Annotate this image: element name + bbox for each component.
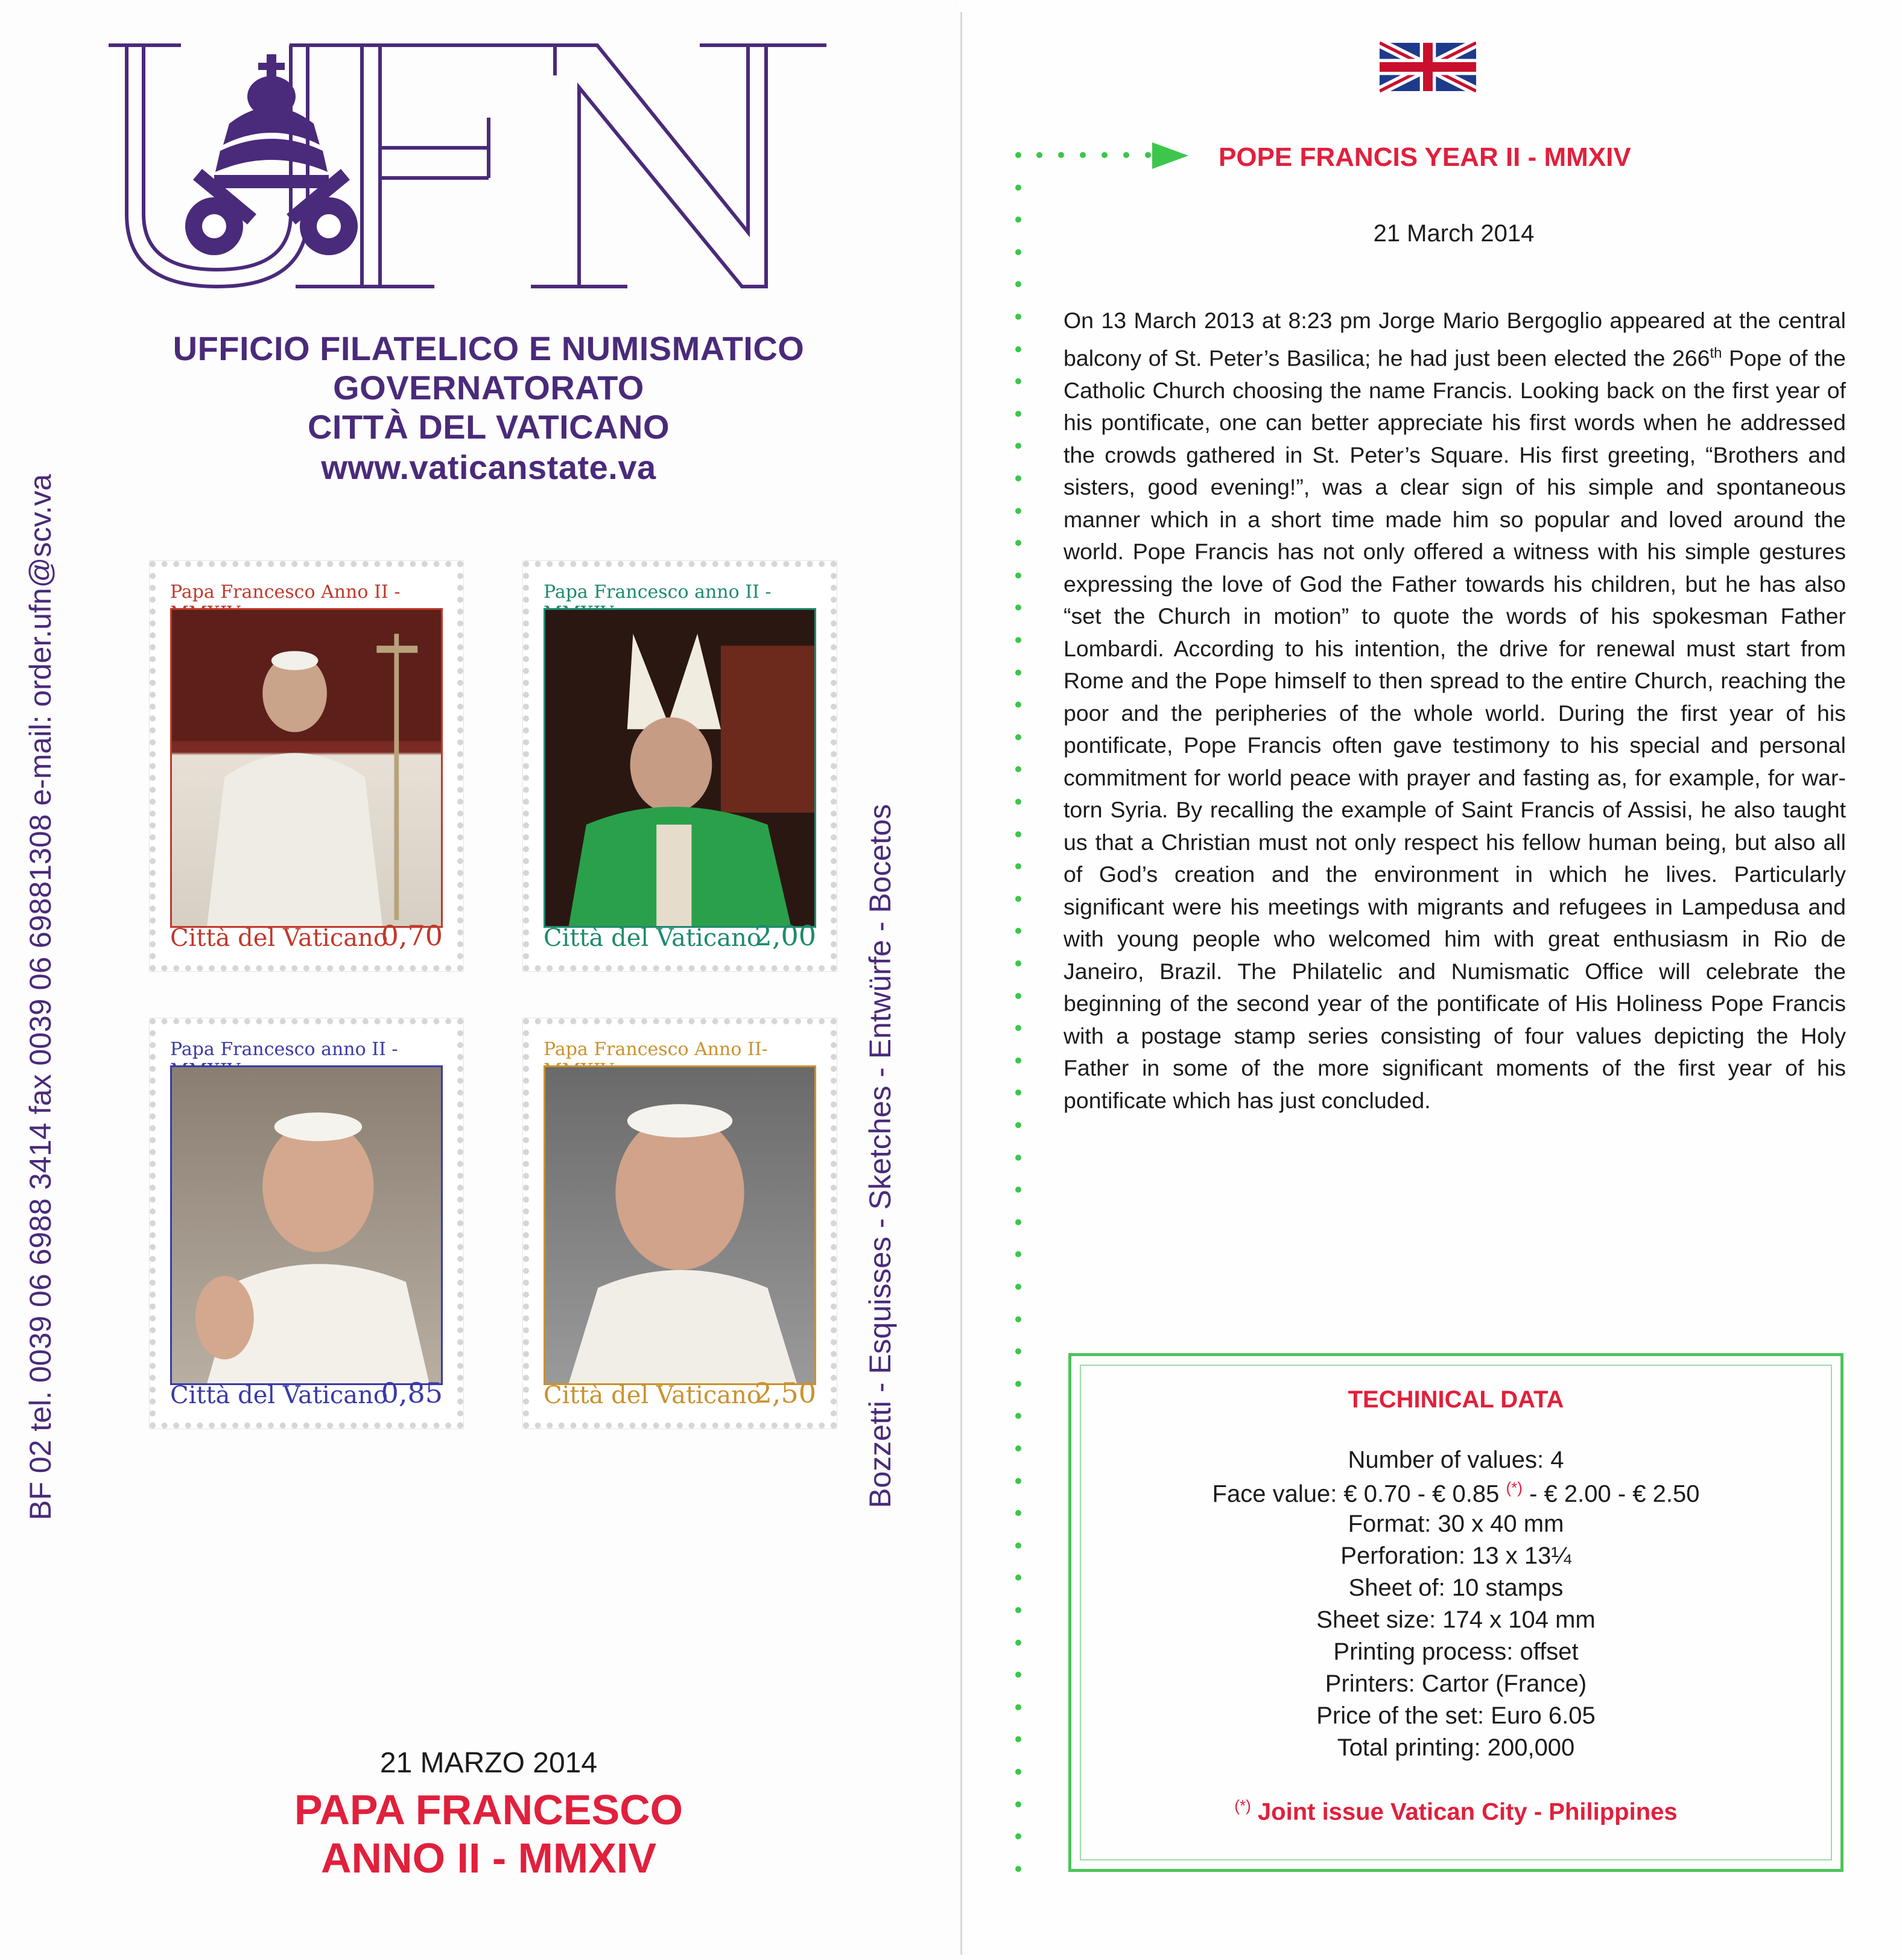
vertical-leader-dot xyxy=(1015,831,1021,837)
vertical-leader-dot xyxy=(1015,928,1021,934)
stamp-photo-pope-waving xyxy=(170,1065,443,1385)
vertical-leader-dot xyxy=(1015,766,1021,772)
tech-joint-issue xyxy=(1071,1797,1840,1825)
org-name-line-2: GOVERNATORATO xyxy=(333,369,644,407)
vertical-leader-dot xyxy=(1015,1704,1021,1710)
vertical-leader-dot xyxy=(1015,443,1021,449)
right-date: 21 March 2014 xyxy=(1373,220,1535,247)
sketches-vertical-text: Bozzetti - Esquisses - Sketches - Entwürfe - Bocetos xyxy=(863,804,897,1508)
org-name-line-3: CITTÀ DEL VATICANO xyxy=(307,408,670,446)
vertical-leader-dot xyxy=(1015,281,1021,287)
tech-sheet-of: Sheet of: 10 stamps xyxy=(1348,1575,1564,1601)
vertical-leader-dot xyxy=(1015,702,1021,708)
stamp-title: Papa Francesco anno II - xyxy=(170,1039,398,1060)
union-jack-flag-icon xyxy=(1380,39,1476,95)
vertical-leader-dot xyxy=(1015,1607,1021,1613)
horizontal-leader-dot xyxy=(1058,152,1064,158)
stamp-200 xyxy=(523,561,837,971)
vertical-leader-dot xyxy=(1015,863,1021,869)
vertical-leader-dot xyxy=(1015,1089,1021,1096)
stamp-country: Città del Vaticano xyxy=(544,924,761,952)
stamp-value: 0,70 xyxy=(381,919,443,952)
vertical-leader-dot xyxy=(1015,960,1021,966)
tech-heading: TECHINICAL DATA xyxy=(1348,1386,1564,1413)
vertical-leader-dot xyxy=(1015,152,1021,158)
vertical-leader-dot xyxy=(1015,1381,1021,1387)
org-name-line-1: UFFICIO FILATELICO E NUMISMATICO xyxy=(173,329,805,367)
joint-issue-asterisk: (*) xyxy=(1234,1797,1251,1815)
horizontal-leader-dot xyxy=(1145,152,1151,158)
vertical-leader-dot xyxy=(1015,411,1021,417)
stamp-photo-pope-mitre xyxy=(544,608,816,928)
face-value-asterisk: (*) xyxy=(1506,1479,1523,1497)
vertical-leader-dot xyxy=(1015,1348,1021,1354)
vertical-leader-dot xyxy=(1015,1543,1021,1549)
tech-printers: Printers: Cartor (France) xyxy=(1325,1670,1587,1697)
stamp-value: 2,50 xyxy=(754,1377,816,1409)
body-text-part-1: On 13 March 2013 at 8:23 pm Jorge Mario Bergoglio appeared at the central balcony of St. Peter’s Basilica; he had just been elected the 266 xyxy=(1064,308,1846,370)
stamp-country: Città del Vaticano xyxy=(544,1381,761,1409)
stamp-country: Città del Vaticano xyxy=(170,924,388,952)
stamp-value: 2,00 xyxy=(754,919,816,952)
vertical-leader-dot xyxy=(1015,1866,1021,1872)
stamp-title: Papa Francesco Anno II- xyxy=(544,1039,768,1060)
stamp-title: Papa Francesco Anno II - xyxy=(170,582,401,603)
vertical-leader-dot xyxy=(1015,734,1021,740)
vertical-leader-dot xyxy=(1015,1058,1021,1064)
stamp-085 xyxy=(150,1018,463,1429)
green-arrow-icon xyxy=(1152,142,1188,169)
horizontal-leader-dot xyxy=(1036,152,1042,158)
tech-number-of-values: Number of values: 4 xyxy=(1348,1447,1564,1473)
vertical-leader-dot xyxy=(1015,346,1021,352)
vertical-leader-dot xyxy=(1015,1510,1021,1516)
vertical-leader-dot xyxy=(1015,1640,1021,1646)
contact-vertical-text: BF 02 tel. 0039 06 6988 3414 fax 0039 06 69881308 e-mail: order.ufn@scv.va xyxy=(24,474,57,1520)
body-text xyxy=(1064,305,1846,1117)
tech-price: Price of the set: Euro 6.05 xyxy=(1316,1702,1596,1729)
vertical-leader-dot xyxy=(1015,378,1021,384)
vertical-leader-dot xyxy=(1015,540,1021,546)
vertical-leader-dot xyxy=(1015,1736,1021,1742)
tech-printing-process: Printing process: offset xyxy=(1333,1638,1579,1665)
stamp-photo-pope-balcony xyxy=(170,608,443,928)
vertical-leader-dot xyxy=(1015,1251,1021,1257)
ordinal-suffix: th xyxy=(1710,344,1722,361)
vertical-leader-dot xyxy=(1015,1575,1021,1581)
vertical-leader-dot xyxy=(1015,475,1021,481)
vertical-leader-dot xyxy=(1015,572,1021,579)
issue-date-it: 21 MARZO 2014 xyxy=(379,1747,598,1779)
vertical-leader-dot xyxy=(1015,1284,1021,1290)
vertical-leader-dot xyxy=(1015,670,1021,676)
vertical-leader-dot xyxy=(1015,185,1021,191)
vertical-leader-dot xyxy=(1015,799,1021,805)
vertical-leader-dot xyxy=(1015,508,1021,514)
vertical-leader-dot xyxy=(1015,1025,1021,1031)
right-title: POPE FRANCIS YEAR II - MMXIV xyxy=(1219,142,1631,172)
vertical-leader-dot xyxy=(1015,1801,1021,1807)
face-value-text-2: - € 2.00 - € 2.50 xyxy=(1522,1480,1700,1508)
horizontal-leader-dot xyxy=(1123,152,1129,158)
vertical-leader-dot xyxy=(1015,314,1021,320)
stamp-photo-pope-smiling xyxy=(544,1065,816,1385)
headline-anno-ii: ANNO II - MMXIV xyxy=(320,1835,657,1882)
horizontal-leader-dot xyxy=(1080,152,1086,158)
joint-issue-text: Joint issue Vatican City - Philippines xyxy=(1257,1798,1678,1825)
tech-perforation: Perforation: 13 x 13¼ xyxy=(1340,1543,1571,1569)
technical-data-box xyxy=(1068,1353,1843,1872)
tech-total-printing: Total printing: 200,000 xyxy=(1337,1734,1575,1761)
stamp-070 xyxy=(150,561,463,971)
website-link[interactable]: www.vaticanstate.va xyxy=(321,448,656,486)
face-value-text: Face value: € 0.70 - € 0.85 xyxy=(1212,1480,1506,1508)
vertical-leader-dot xyxy=(1015,217,1021,223)
vertical-leader-dot xyxy=(1015,1316,1021,1322)
vertical-leader-dot xyxy=(1015,637,1021,643)
vertical-leader-dot xyxy=(1015,993,1021,999)
body-text-part-2: Pope of the Catholic Church choosing the name Francis. Looking back on the first year of his pontificate, one can better appreciate his first words when he addressed the crowds gathered in St. Peter’s Square. His first greeting, “Brothers and sisters, good evening!”, was a clear sign of his simple and spontaneous manner which in a short time made him so popular and loved around the world. Pope Francis has not only offered a witness with his simple gestures expressing the love of God the Father towards his children, but he has also “set the Church in motion” to quote the words of his spokesman Father Lombardi. According to his intention, the drive for renewal must start from Rome and the Pope himself to then spread to the entire Church, reaching the poor and the peripheries of the whole world. During the first year of his pontificate, Pope Francis often gave testimony to his special and personal commitment for world peace with prayer and fasting as, for example, for war-torn Syria. By recalling the example of Saint Francis of Assisi, he also taught us that a Christian must not only respect his fellow human being, but also all of God’s creation and the environment in which he lives. Particularly significant were his meetings with migrants and refugees in Lampedusa and with young people who welcomed him with great enthusiasm in Rio de Janeiro, Brazil. The Philatelic and Numismatic Office will celebrate the beginning of the second year of the pontificate of His Holiness Pope Francis with a postage stamp series consisting of four values depicting the Holy Father in some of the more significant moments of the first year of his pontificate which has just concluded. xyxy=(1064,345,1846,1113)
vertical-leader-dot xyxy=(1015,1155,1021,1161)
vertical-leader-dot xyxy=(1015,1187,1021,1193)
stamp-250 xyxy=(523,1018,837,1429)
vertical-leader-dot xyxy=(1015,1413,1021,1419)
tech-sheet-size: Sheet size: 174 x 104 mm xyxy=(1316,1606,1596,1633)
vertical-leader-dot xyxy=(1015,1672,1021,1678)
vertical-leader-dot xyxy=(1015,1122,1021,1128)
vertical-leader-dot xyxy=(1015,1478,1021,1484)
headline-papa-francesco: PAPA FRANCESCO xyxy=(294,1786,683,1833)
vertical-leader-dot xyxy=(1015,1833,1021,1839)
vertical-leader-dot xyxy=(1015,1219,1021,1225)
vatican-coat-of-arms-icon xyxy=(178,54,365,259)
vertical-leader-dot xyxy=(1015,1769,1021,1775)
vertical-leader-dot xyxy=(1015,1445,1021,1451)
vertical-leader-dot xyxy=(1015,249,1021,255)
tech-face-value xyxy=(1071,1479,1840,1508)
vertical-leader-dot xyxy=(1015,896,1021,902)
stamp-value: 0,85 xyxy=(381,1377,443,1409)
stamp-country: Città del Vaticano xyxy=(170,1381,388,1409)
horizontal-leader-dot xyxy=(1102,152,1108,158)
vertical-leader-dot xyxy=(1015,604,1021,611)
tech-format: Format: 30 x 40 mm xyxy=(1348,1511,1564,1537)
stamp-title: Papa Francesco anno II - xyxy=(544,582,772,603)
